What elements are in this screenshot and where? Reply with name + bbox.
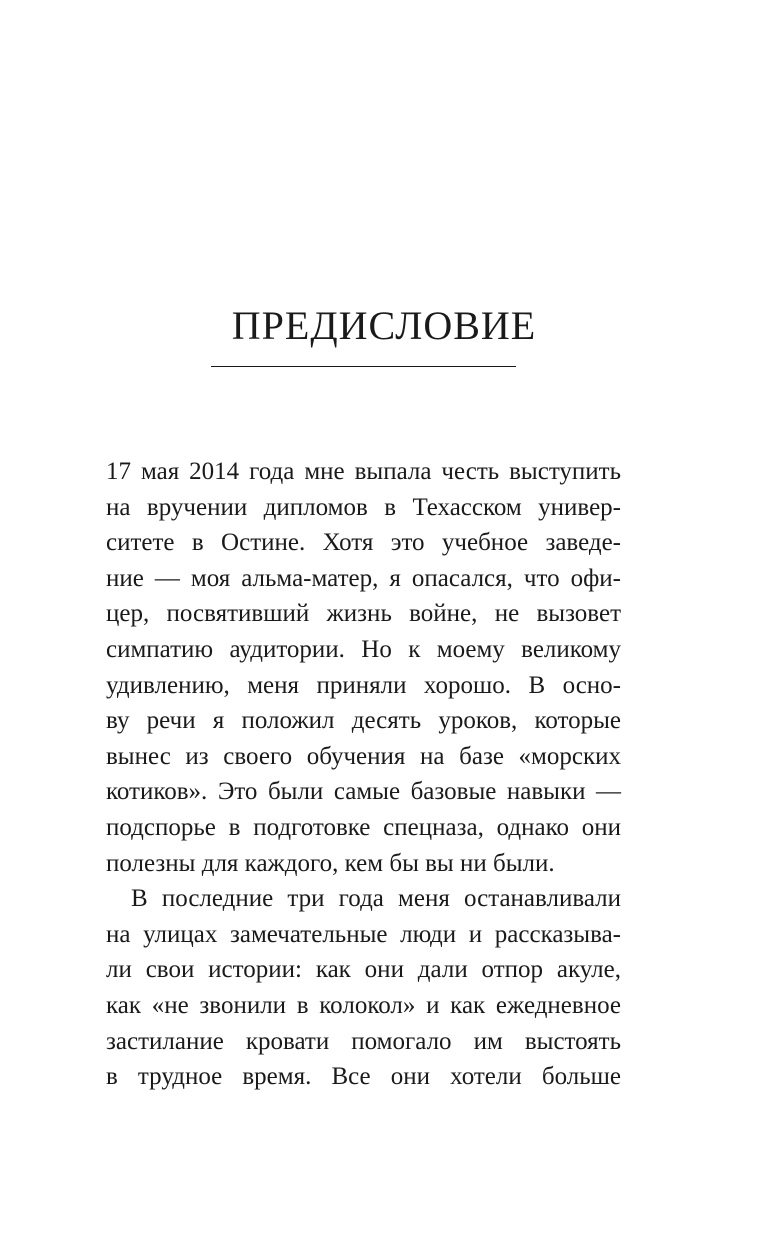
text-line: цер, посвятивший жизнь войне, не вызовет xyxy=(106,600,621,628)
text-line: на улицах замечательные люди и рассказыва- xyxy=(106,920,621,948)
text-line: ву речи я положил десять уроков, которые xyxy=(106,707,621,735)
text-line: на вручении дипломов в Техасском универ- xyxy=(106,493,621,521)
text-line: В последние три года меня останавливали xyxy=(131,885,621,913)
text-line: 17 мая 2014 года мне выпала честь выступить xyxy=(106,458,621,485)
text-line: симпатию аудитории. Но к моему великому xyxy=(106,635,621,663)
text-line: ли свои истории: как они дали отпор акуле, xyxy=(106,956,621,984)
text-line: котиков». Это были самые базовые навыки — xyxy=(106,778,621,806)
paragraph-2 xyxy=(106,881,621,1095)
body-text xyxy=(106,454,621,1095)
text-line: как «не звонили в колокол» и как ежедневное xyxy=(106,991,621,1019)
text-line: вынес из своего обучения на базе «морских xyxy=(106,742,621,770)
chapter-title: ПРЕДИСЛОВИЕ xyxy=(231,303,537,348)
text-line: ситете в Остине. Хотя это учебное заведе- xyxy=(106,529,621,557)
title-divider xyxy=(211,366,516,367)
text-line: полезны для каждого, кем бы вы ни были. xyxy=(106,849,555,877)
text-line: ние — моя альма-матер, я опасался, что офи- xyxy=(106,564,621,592)
text-line: удивлению, меня приняли хорошо. В осно- xyxy=(106,671,621,699)
text-line: в трудное время. Все они хотели больше xyxy=(106,1063,621,1091)
paragraph-1 xyxy=(106,454,621,881)
text-line: подспорье в подготовке спецназа, однако они xyxy=(106,813,621,841)
text-line: застилание кровати помогало им выстоять xyxy=(106,1027,621,1055)
